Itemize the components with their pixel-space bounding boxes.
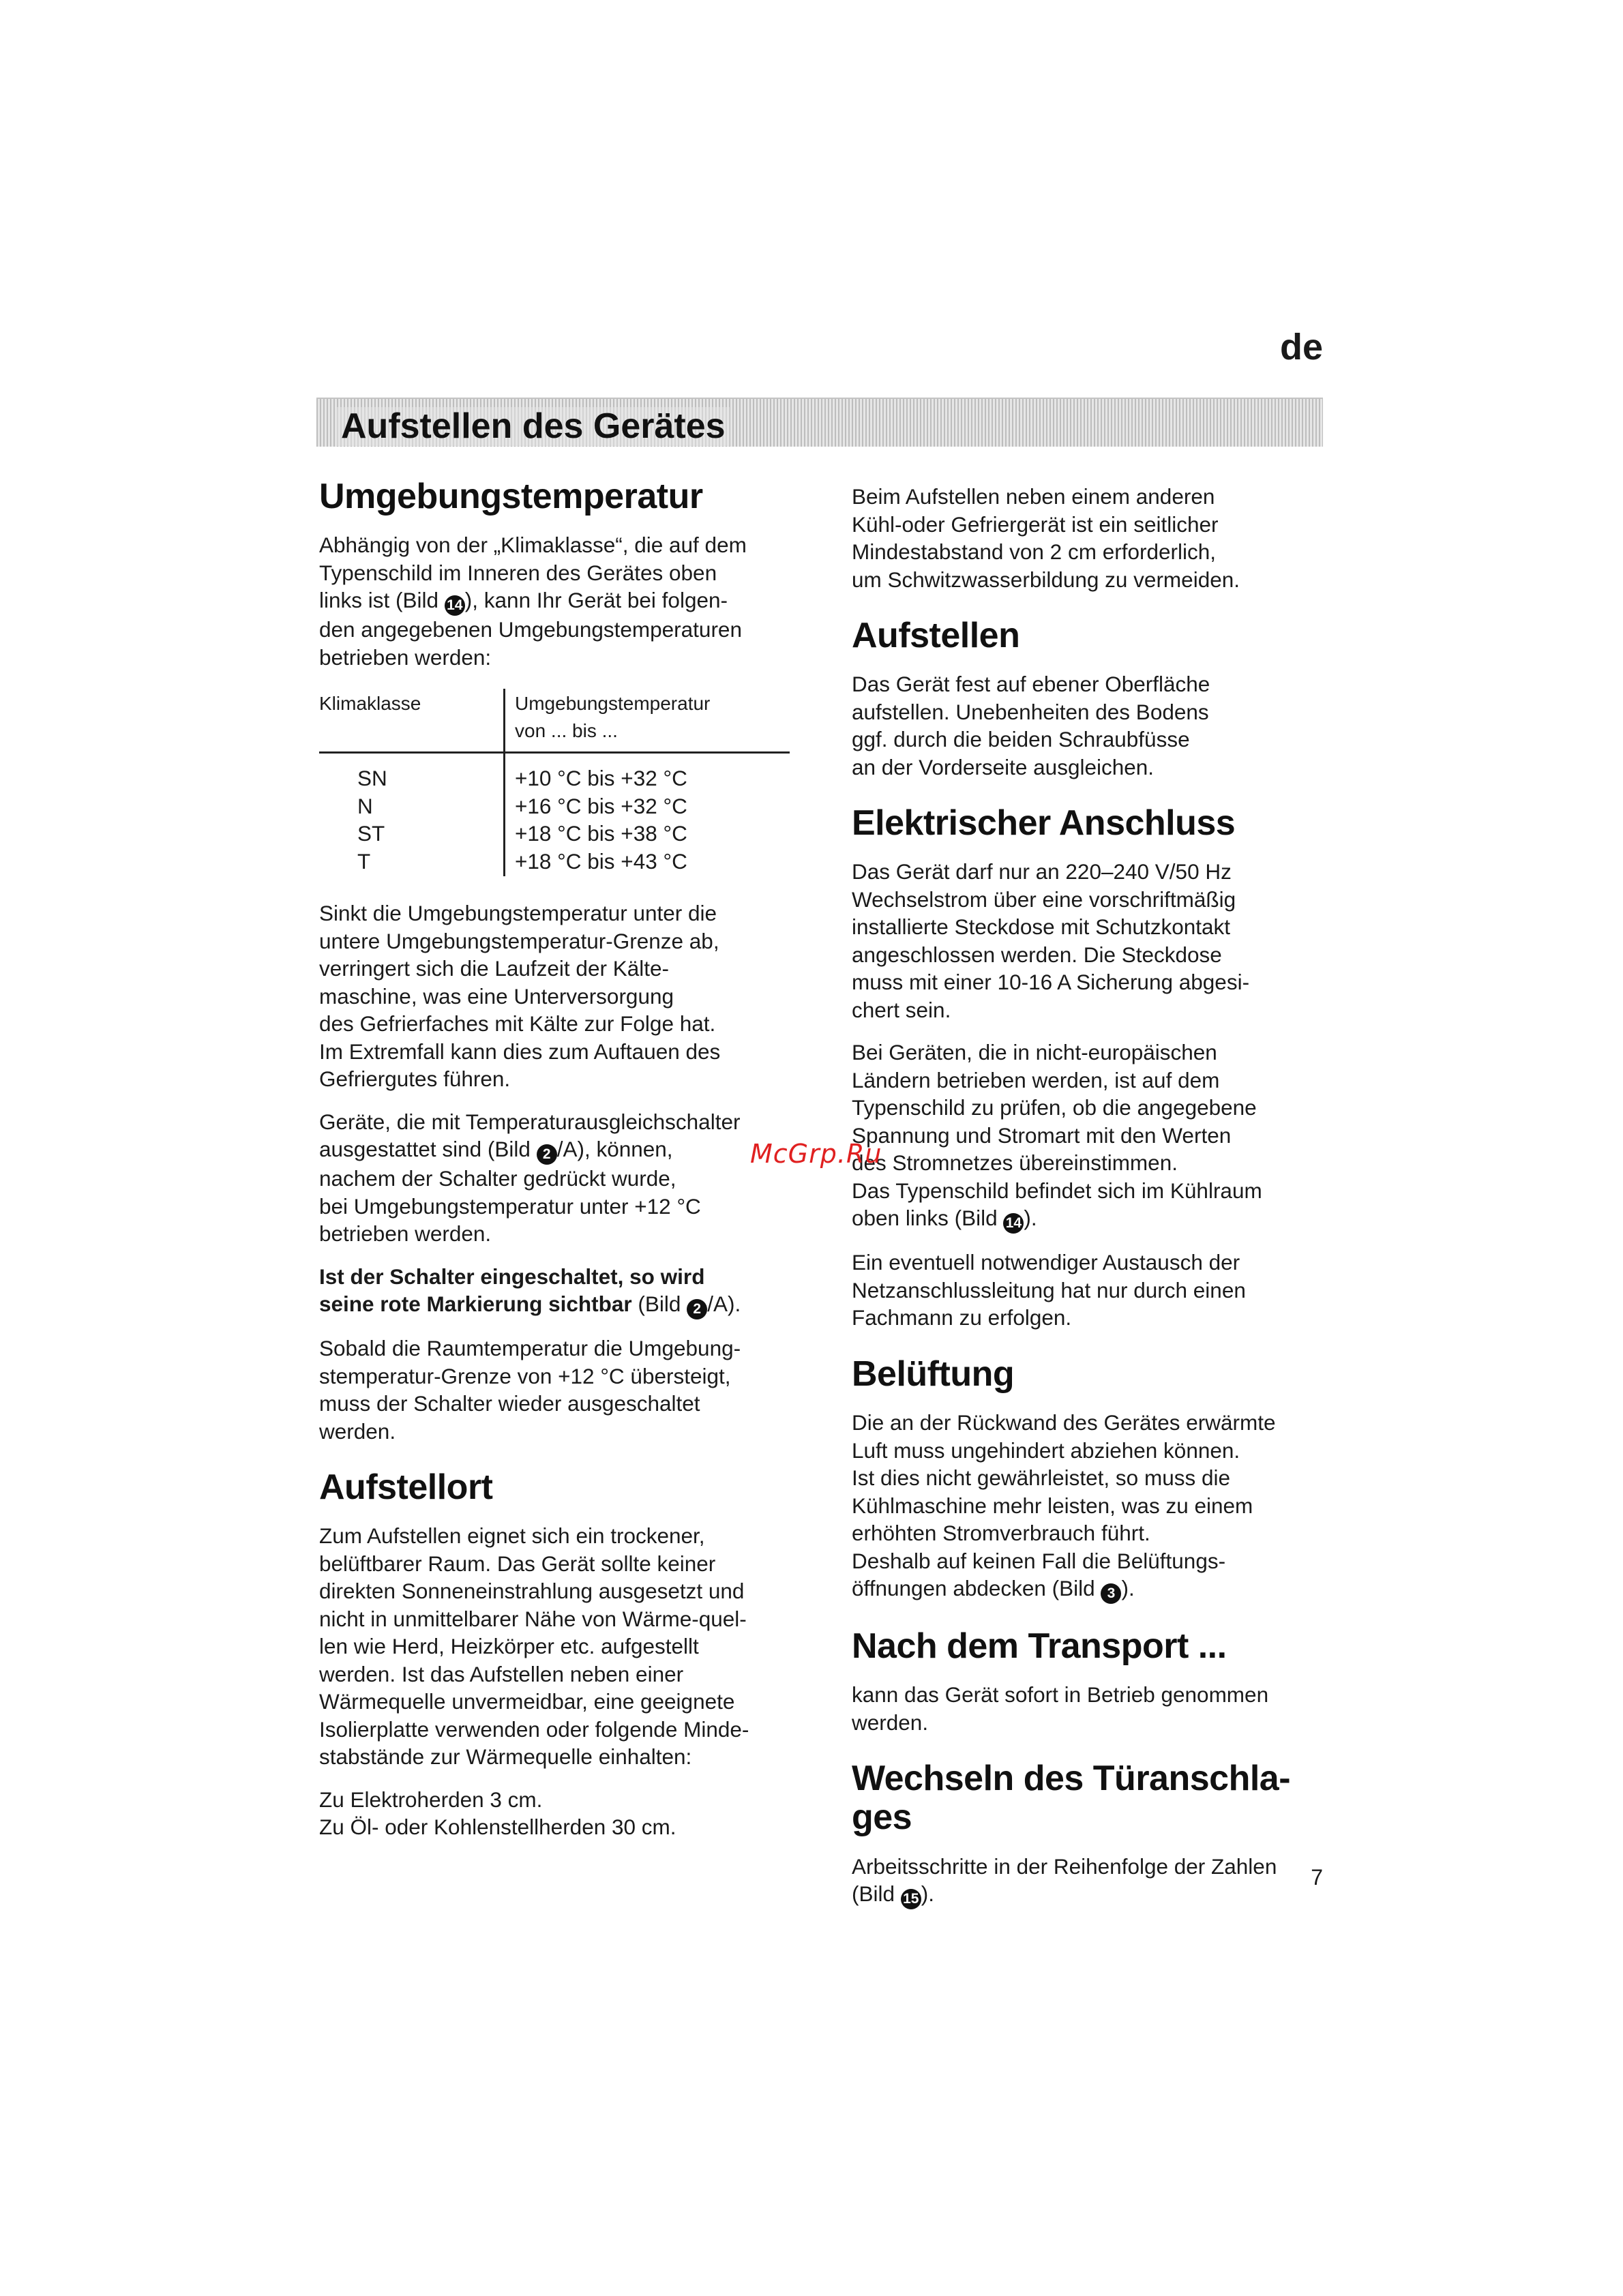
paragraph-elektrisch-3: Ein eventuell notwendiger Austausch der Netzanschlussleitung hat nur durch einen Fachmann zu erfolgen.	[852, 1250, 1246, 1330]
heading-wechseln-tueranschlag: Wechseln des Türanschla- ges	[852, 1759, 1291, 1838]
language-code: de	[1279, 327, 1323, 368]
paragraph-transport-1: kann das Gerät sofort in Betrieb genommen werden.	[852, 1682, 1269, 1735]
heading-aufstellen: Aufstellen	[852, 616, 1020, 655]
heading-elektrischer-anschluss: Elektrischer Anschluss	[852, 803, 1236, 844]
paragraph-aufstellen-1: Das Gerät fest auf ebener Oberfläche aufstellen. Unebenheiten des Bodens ggf. durch die beiden Schraubfüsse an der Vorderseite ausgleichen.	[852, 672, 1210, 779]
paragraph-umgebung-3: Ist der Schalter eingeschaltet, so wird seine rote Markierung sichtbar (Bild 2 /A).	[319, 1263, 796, 1320]
heading-nach-dem-transport: Nach dem Transport ...	[852, 1626, 1227, 1667]
watermark: McGrp.Ru	[750, 1139, 882, 1169]
paragraph-tueranschlag-1: Arbeitsschritte in der Reihenfolge der Zahlen (Bild 15 ).	[852, 1853, 1322, 1910]
section-banner	[316, 398, 1323, 447]
figure-ref-badge: 14	[445, 595, 465, 616]
paragraph-aufstellort-1: Zum Aufstellen eignet sich ein trockener, belüftbarer Raum. Das Gerät sollte keiner direkten Sonneneinstrahlung ausgesetzt und nicht in unmittelbarer Nähe von Wärme-quel- len wie Herd, Heizkörper etc. aufgestellt werden. Ist das Aufstellen neben einer Wärmequelle unvermeidbar, eine geeignete Isolierplatte verwenden oder folgende Minde- stabstände zur Wärmequelle einhalten:	[319, 1523, 749, 1770]
paragraph-umgebung-1: Sinkt die Umgebungstemperatur unter die untere Umgebungstemperatur-Grenze ab, verringert sich die Laufzeit der Kälte- maschine, was eine Unterversorgung des Gefrierfaches mit Kälte zur Folge hat. Im Extremfall kann dies zum Auftauen des Gefriergutes führen.	[319, 901, 721, 1092]
header-umgebungstemperatur: Umgebungstemperatur von ... bis ...	[503, 689, 790, 751]
temperature-range-column	[503, 754, 790, 876]
climate-class-table	[319, 689, 790, 876]
climate-class-cell: T	[357, 848, 371, 874]
heading-aufstellort: Aufstellort	[319, 1467, 493, 1508]
right-column	[852, 483, 1322, 1909]
paragraph-belueftung-1: Die an der Rückwand des Gerätes erwärmte Luft muss ungehindert abziehen können. Ist dies nicht gewährleistet, so muss die Kühlmaschine mehr leisten, was zu einem erhöhten Stromverbrauch führt. Deshalb auf keinen Fall die Belüftungs- öffnungen abdecken (Bild 3 ).	[852, 1409, 1322, 1604]
paragraph-elektrisch-1: Das Gerät darf nur an 220–240 V/50 Hz Wechselstrom über eine vorschriftmäßig installierte Steckdose mit Schutzkontakt angeschlossen werden. Die Steckdose muss mit einer 10-16 A Sicherung abgesi- chert sein.	[852, 859, 1250, 1022]
figure-ref-badge: 14	[1003, 1213, 1024, 1234]
paragraph-umgebung-4: Sobald die Raumtemperatur die Umgebung- stemperatur-Grenze von +12 °C übersteigt, muss der Schalter wieder ausgeschaltet werden.	[319, 1336, 741, 1444]
paragraph-elektrisch-2: Bei Geräten, die in nicht-europäischen Ländern betrieben werden, ist auf dem Typenschild zu prüfen, ob die angegebene Spannung und Stromart mit den Werten des Stromnetzes übereinstimmen. Das Typenschild befindet sich im Kühlraum oben links (Bild 14 ).	[852, 1039, 1322, 1234]
paragraph-umgebung-intro: Abhängig von der „Klimaklasse“, die auf dem Typenschild im Inneren des Gerätes oben links ist (Bild 14 ), kann Ihr Gerät bei folgen- den angegebenen Umgebungstemperaturen betrieben werden:	[319, 533, 747, 670]
section-title: Aufstellen des Gerätes	[337, 407, 730, 446]
figure-ref-badge: 3	[1101, 1583, 1121, 1604]
paragraph-right-intro: Beim Aufstellen neben einem anderen Kühl-oder Gefriergerät ist ein seitlicher Mindestabstand von 2 cm erforderlich, um Schwitzwasserbildung zu vermeiden.	[852, 484, 1240, 592]
temperature-range-cell: +18 °C bis +43 °C	[515, 848, 687, 874]
climate-class-column	[319, 754, 503, 876]
bold-notice: Ist der Schalter eingeschaltet, so wird seine rote Markierung sichtbar	[319, 1264, 705, 1317]
figure-ref-badge: 15	[901, 1889, 921, 1909]
climate-table-header	[319, 689, 790, 754]
heading-umgebungstemperatur: Umgebungstemperatur	[319, 477, 703, 516]
climate-class-cell: SN	[357, 766, 387, 791]
header-klimaklasse: Klimaklasse	[319, 693, 421, 715]
climate-table-body	[319, 754, 790, 876]
paragraph-aufstellort-2: Zu Elektroherden 3 cm. Zu Öl- oder Kohlenstellherden 30 cm.	[319, 1787, 676, 1840]
paragraph-umgebung-2: Geräte, die mit Temperaturausgleichschalter ausgestattet sind (Bild 2 /A), können, nachem der Schalter gedrückt wurde, bei Umgebungstemperatur unter +12 °C betrieben werden.	[319, 1109, 741, 1247]
heading-belueftung: Belüftung	[852, 1354, 1015, 1394]
temperature-range-cell: +18 °C bis +38 °C	[515, 821, 687, 846]
figure-ref-badge: 2	[537, 1144, 557, 1165]
climate-class-cell: ST	[357, 821, 385, 846]
page-number: 7	[1311, 1865, 1323, 1890]
climate-class-cell: N	[357, 793, 373, 818]
left-column	[319, 477, 796, 1841]
temperature-range-cell: +16 °C bis +32 °C	[515, 793, 687, 818]
temperature-range-cell: +10 °C bis +32 °C	[515, 766, 687, 791]
figure-ref-badge: 2	[687, 1299, 707, 1320]
